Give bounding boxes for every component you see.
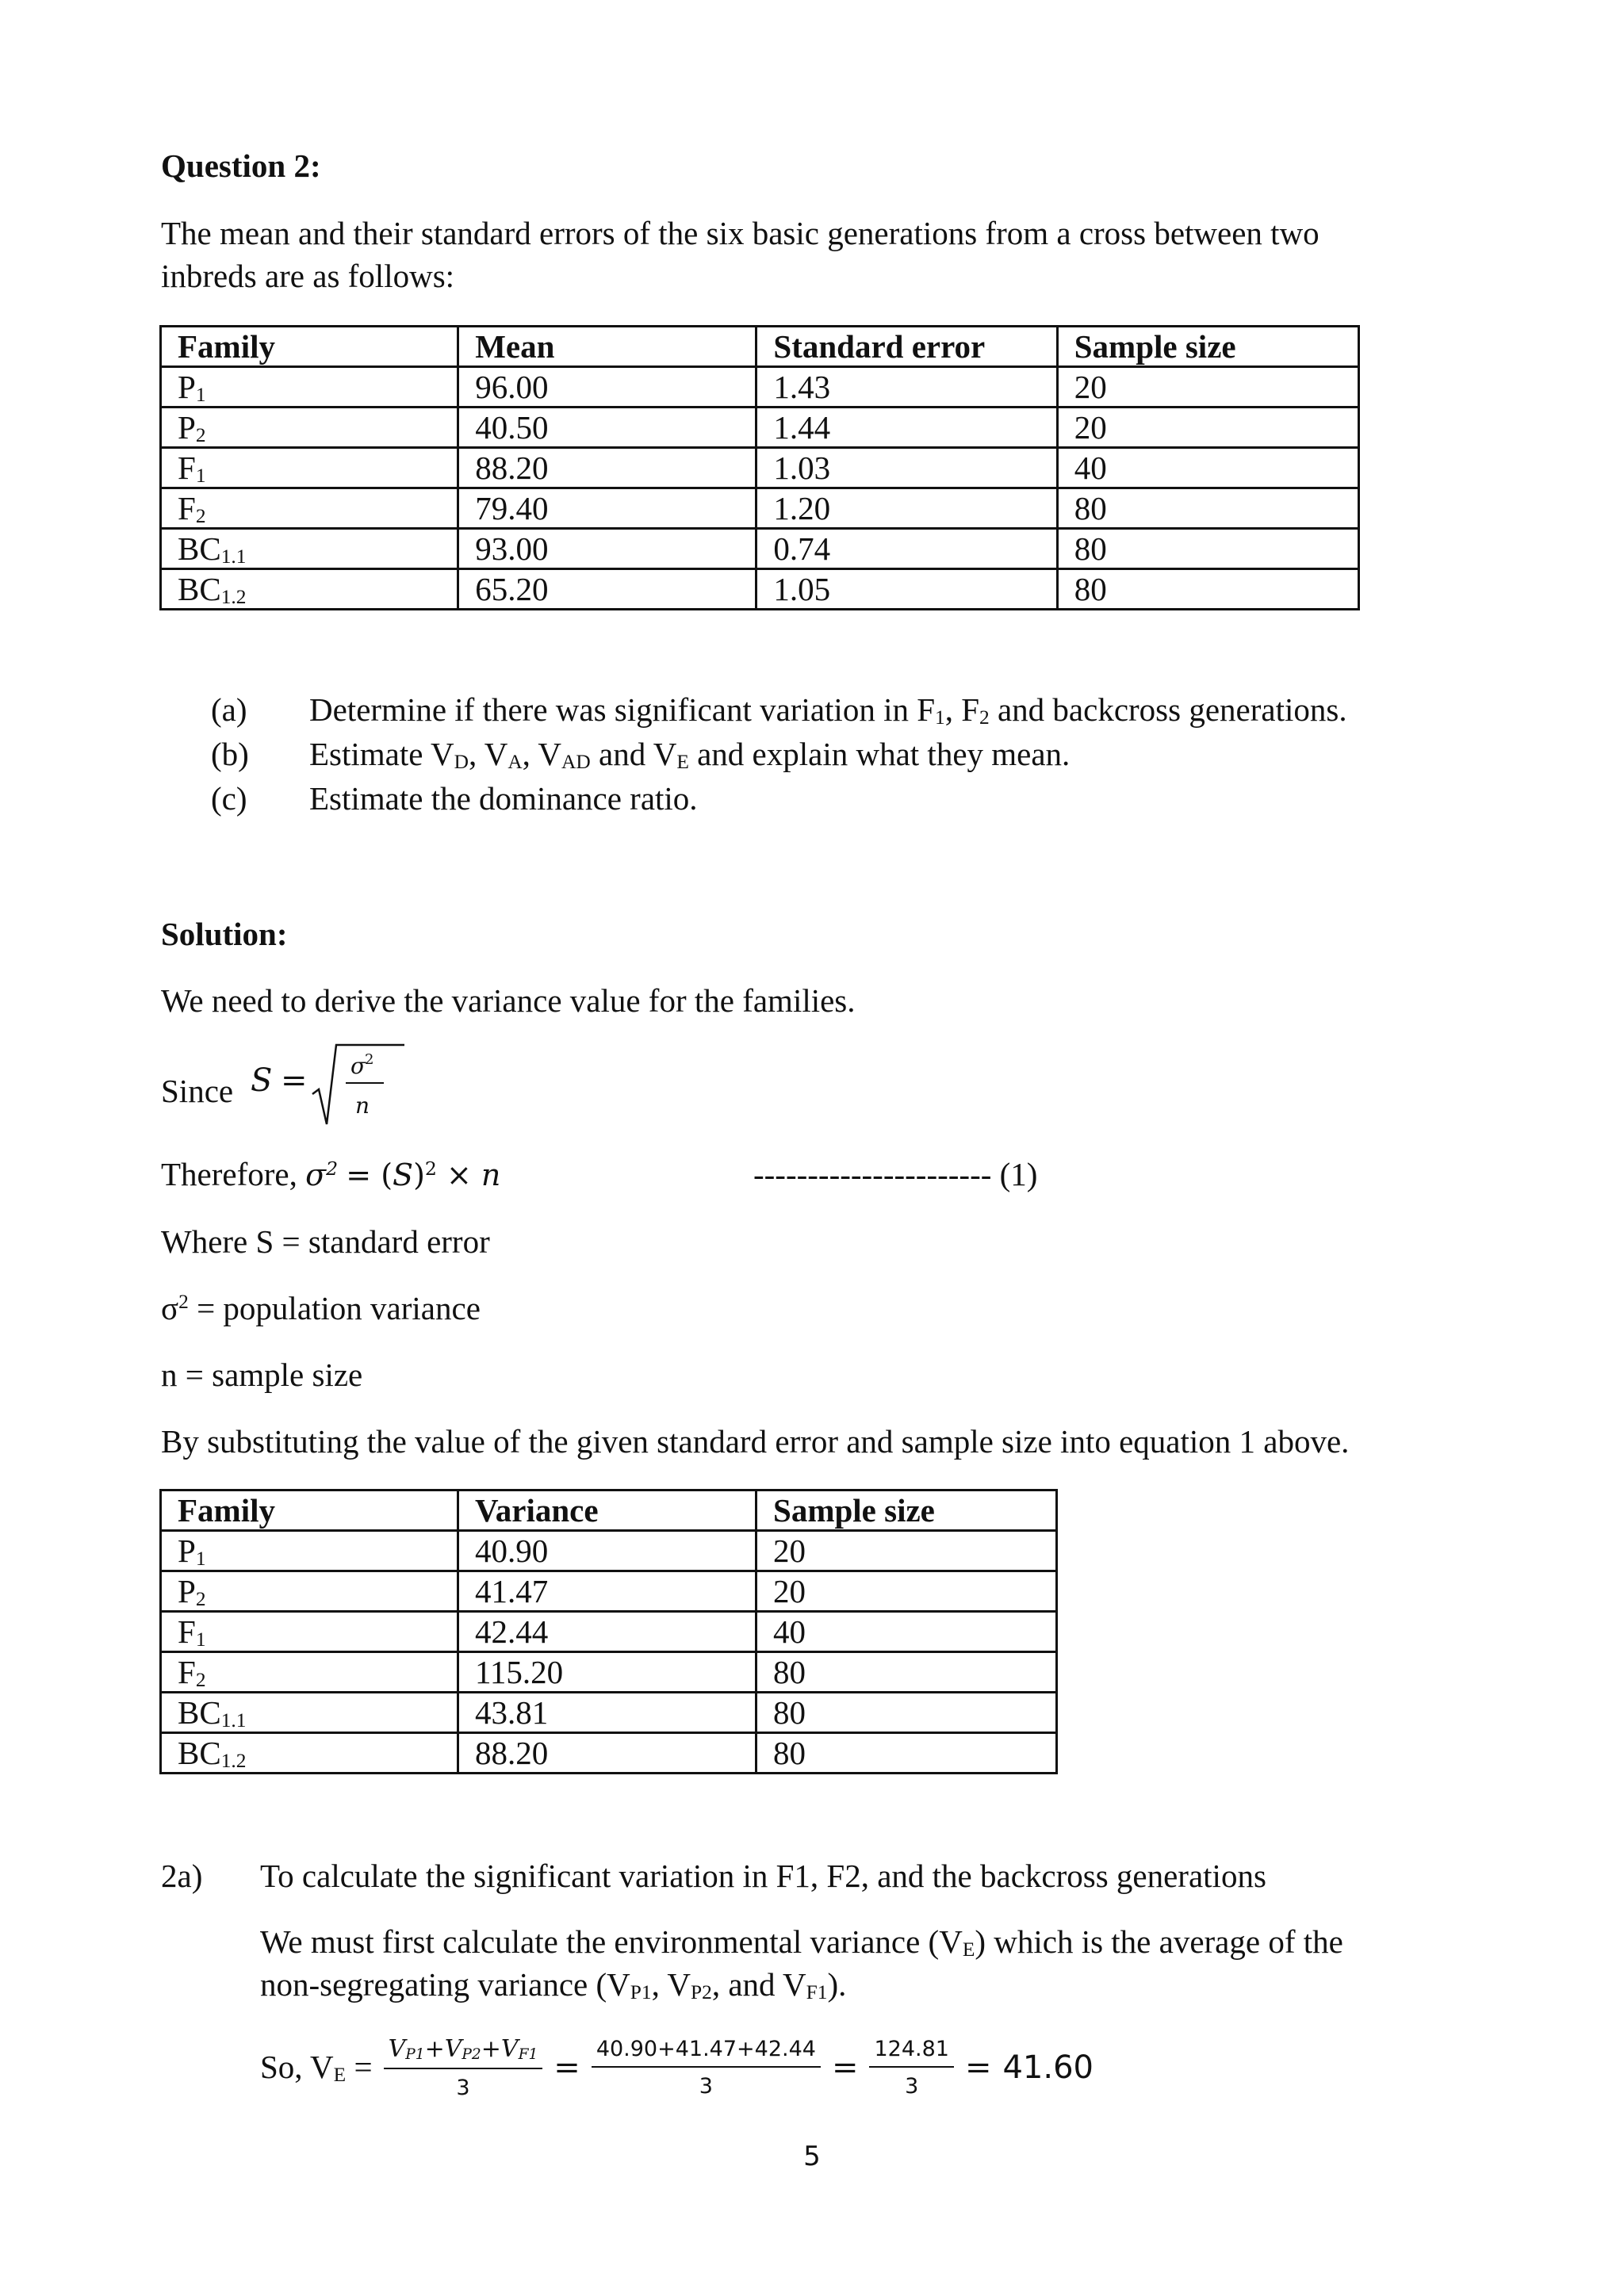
table-row [161,1693,1057,1733]
column-header: Variance [458,1490,756,1531]
table-cell: 43.81 [458,1693,756,1733]
table-cell: 1.44 [756,408,1057,448]
table-cell: 20 [1057,408,1358,448]
table-row [161,529,1359,569]
table-row [161,448,1359,488]
column-header: Sample size [1057,327,1358,367]
table-row [161,408,1359,448]
table-row [161,1652,1057,1693]
svg-text:S: S [251,1062,273,1099]
family-cell: $P_2$ [161,1571,458,1612]
column-header: Standard error [756,327,1057,367]
table-cell: 65.20 [458,569,756,610]
table-cell: 0.74 [756,529,1057,569]
sigma-definition: $\sigma^2$ = population variance [161,1290,481,1326]
question-intro-line2: inbreds are as follows: [161,258,455,294]
table-cell: 20 [756,1571,1057,1612]
sigma-def-text: = population variance [197,1290,481,1326]
part-a-label: (a) [211,691,247,728]
part-2a-line1: To calculate the significant variation in F1, F2, and the backcross generations [260,1858,1266,1894]
table-cell: 96.00 [458,367,756,408]
variance-table [159,1489,1058,1774]
part-2a-line3: non-segregating variance ($V_{P1}$, $V_{P2}$, and $V_{F1}$). [260,1966,847,2003]
family-cell: $P_2$ [161,408,458,448]
substituting-text: By substituting the value of the given standard error and sample size into equation 1 above. [161,1423,1350,1460]
part-c-label: (c) [211,780,247,817]
table-cell: 88.20 [458,448,756,488]
fraction-2: $\frac{40.90+41.47+42.44}{3}$ [592,2035,821,2100]
table-cell: 40.90 [458,1531,756,1571]
part-b-label: (b) [211,736,249,772]
svg-text:=: = [281,1062,308,1099]
table-cell: 20 [1057,367,1358,408]
table-cell: 40.50 [458,408,756,448]
table-cell: 93.00 [458,529,756,569]
since-label: Since [161,1073,234,1109]
page-number: 5 [803,2141,821,2172]
question-heading: Question 2: [161,147,321,184]
therefore-label: Therefore, [161,1156,297,1192]
column-header: Mean [458,327,756,367]
so-ve: So, $V_E$ = [260,2049,373,2087]
table-cell: 115.20 [458,1652,756,1693]
part-2a-line2: We must first calculate the environmental variance $(V_E)$ which is the average of the [260,1923,1343,1961]
table-cell: 20 [756,1531,1057,1571]
svg-text:2: 2 [365,1051,374,1068]
therefore-line: Therefore, $\sigma^2 = (S)^2 \times n$ [161,1156,501,1192]
table-cell: 40 [756,1612,1057,1652]
family-cell: $F_1$ [161,448,458,488]
column-header: Family [161,1490,458,1531]
family-cell: $P_1$ [161,367,458,408]
table-cell: 40 [1057,448,1358,488]
table-cell: 80 [1057,488,1358,529]
part-2a-label: 2a) [161,1858,203,1894]
table-cell: 80 [756,1693,1057,1733]
table-cell: 1.20 [756,488,1057,529]
table-cell: 80 [1057,529,1358,569]
family-cell: $BC_{1.1}$ [161,1693,458,1733]
question-intro-line1: The mean and their standard errors of the six basic generations from a cross between two [161,215,1320,251]
table-cell: 80 [1057,569,1358,610]
ve-result: 41.60 [1002,2049,1094,2087]
table-row [161,1531,1057,1571]
table-cell: 80 [756,1733,1057,1774]
s-formula [247,1039,406,1134]
table-row [161,1612,1057,1652]
solution-heading: Solution: [161,916,288,952]
table-row [161,1571,1057,1612]
table-header-row [161,327,1359,367]
table-cell: 41.47 [458,1571,756,1612]
table-cell: 1.43 [756,367,1057,408]
equation-number: ---------------------- (1) [753,1156,1038,1192]
part-a-text: Determine if there was significant variation in $F_1$, $F_2$ and backcross generations. [309,691,1347,729]
table-row [161,488,1359,529]
table-cell: 42.44 [458,1612,756,1652]
table-row [161,367,1359,408]
part-c-text: Estimate the dominance ratio. [309,780,698,817]
column-header: Sample size [756,1490,1057,1531]
fraction-3: $\frac{124.81}{3}$ [869,2035,953,2100]
ve-formula: So, $V_E$ = $\frac{V_{P1}+V_{P2}+V_{F1}}{3}$ = $\frac{40.90+41.47+42.44}{3}$ = $\frac{124.81}{3}$ = 41.60 [260,2034,1094,2102]
family-cell: $F_2$ [161,1652,458,1693]
table-cell: 1.05 [756,569,1057,610]
table-row [161,1733,1057,1774]
family-cell: $BC_{1.2}$ [161,1733,458,1774]
family-cell: $BC_{1.1}$ [161,529,458,569]
where-s: Where S = standard error [161,1223,490,1260]
svg-text:n: n [355,1093,370,1119]
table-cell: 1.03 [756,448,1057,488]
table-cell: 79.40 [458,488,756,529]
table-header-row [161,1490,1057,1531]
part-a-text-1: Determine if there was significant variation in F [309,691,936,728]
n-definition: n = sample size [161,1357,363,1393]
solution-intro: We need to derive the variance value for the families. [161,982,856,1019]
table-cell: 88.20 [458,1733,756,1774]
fraction-1: $\frac{V_{P1}+V_{P2}+V_{F1}}{3}$ [384,2034,543,2102]
column-header: Family [161,327,458,367]
family-cell: $F_1$ [161,1612,458,1652]
table-cell: 80 [756,1652,1057,1693]
part-b-text: Estimate $V_D$, $V_A$, $V_{AD}$ and $V_E$ and explain what they mean. [309,736,1071,773]
table-row [161,569,1359,610]
svg-text:σ: σ [350,1053,366,1079]
family-cell: $P_1$ [161,1531,458,1571]
family-cell: $F_2$ [161,488,458,529]
family-cell: $BC_{1.2}$ [161,569,458,610]
means-table [159,325,1360,610]
